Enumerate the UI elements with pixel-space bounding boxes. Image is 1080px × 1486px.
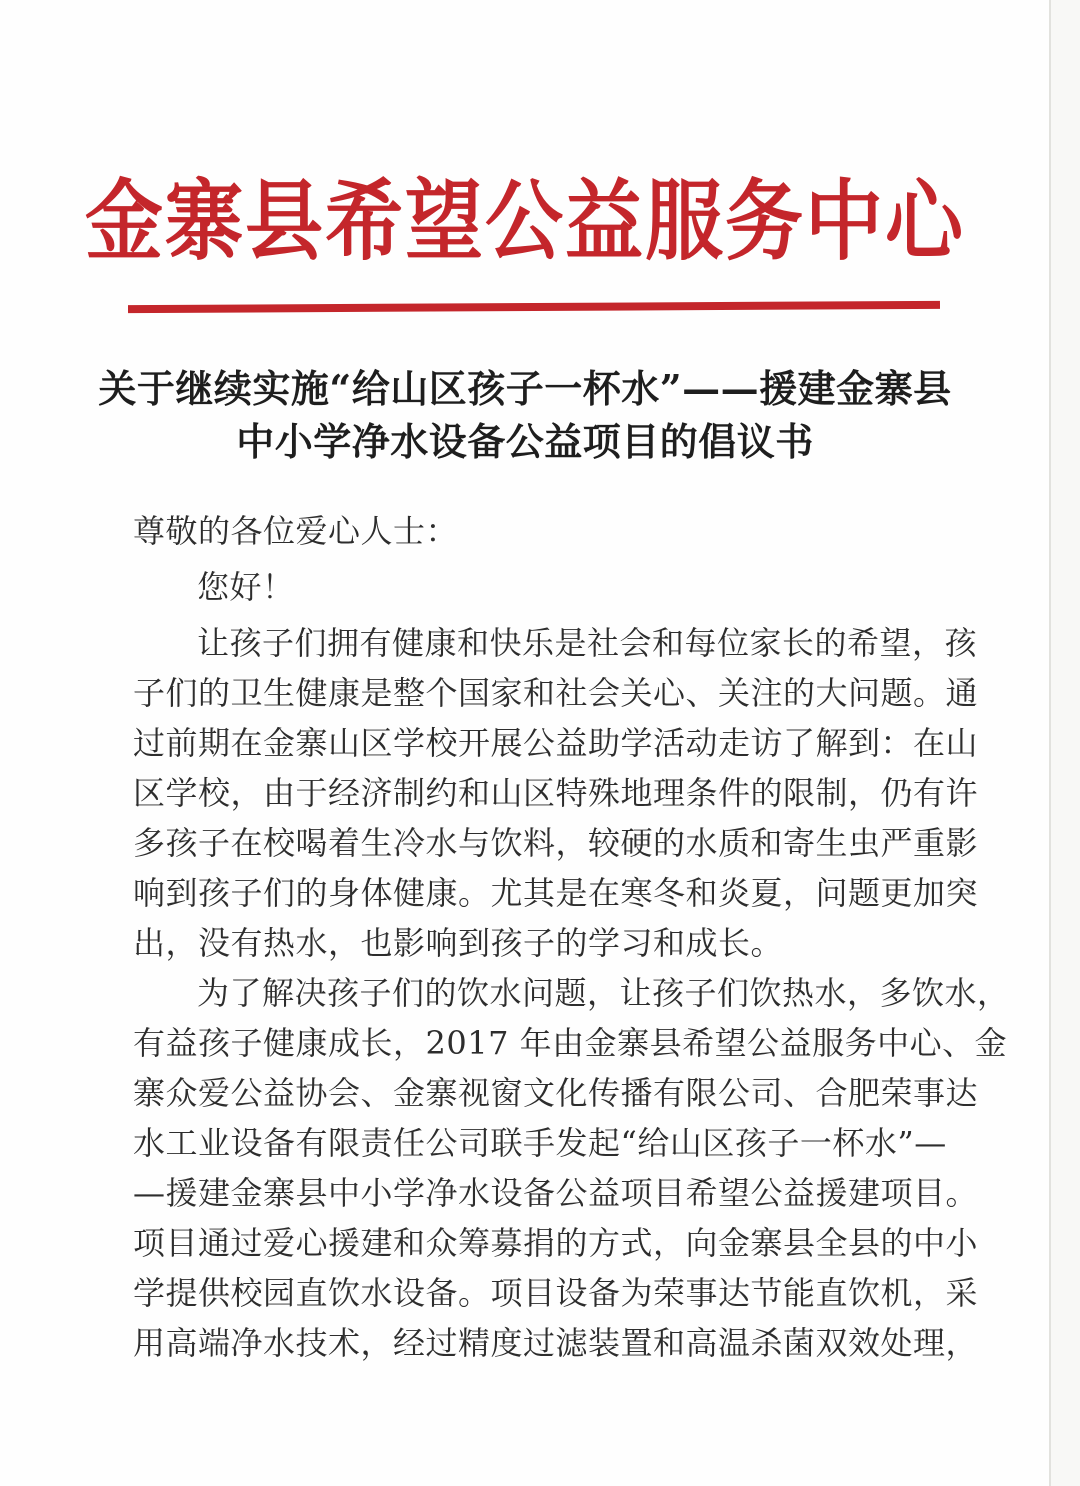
letter-body — [133, 506, 1010, 1368]
body-line: 多孩子在校喝着生冷水与饮料，较硬的水质和寄生虫严重影 — [133, 824, 979, 862]
body-line: —援建金寨县中小学净水设备公益项目希望公益援建项目。 — [133, 1174, 979, 1212]
greeting: 您好！ — [197, 568, 295, 606]
body-line: 项目通过爱心援建和众筹募捐的方式，向金寨县全县的中小 — [133, 1224, 979, 1262]
body-line: 出，没有热水，也影响到孩子的学习和成长。 — [133, 924, 784, 962]
body-line: 学提供校园直饮水设备。项目设备为荣事达节能直饮机，采 — [133, 1274, 979, 1312]
body-line: 水工业设备有限责任公司联手发起“给山区孩子一杯水”— — [133, 1124, 947, 1162]
document-title-line1: 关于继续实施“给山区孩子一杯水”——援建金寨县 — [98, 366, 952, 411]
body-line: 子们的卫生健康是整个国家和社会关心、关注的大问题。通 — [133, 674, 979, 712]
body-line: 区学校，由于经济制约和山区特殊地理条件的限制，仍有许 — [133, 774, 979, 812]
body-line: 让孩子们拥有健康和快乐是社会和每位家长的希望，孩 — [197, 624, 978, 662]
letterhead-title: 金寨县希望公益服务中心 — [84, 171, 965, 273]
body-line: 用高端净水技术，经过精度过滤装置和高温杀菌双效处理， — [133, 1324, 979, 1362]
paper-edge-shade — [1051, 0, 1080, 1486]
document-title-line2: 中小学净水设备公益项目的倡议书 — [236, 419, 814, 464]
body-line: 寨众爱公益协会、金寨视窗文化传播有限公司、合肥荣事达 — [133, 1074, 979, 1112]
body-line: 有益孩子健康成长，2017 年由金寨县希望公益服务中心、金 — [133, 1024, 1008, 1062]
salutation: 尊敬的各位爱心人士： — [133, 512, 459, 550]
body-line: 过前期在金寨山区学校开展公益助学活动走访了解到：在山 — [133, 724, 979, 762]
red-divider-line — [128, 301, 940, 313]
document-title — [70, 362, 980, 468]
body-line: 为了解决孩子们的饮水问题，让孩子们饮热水，多饮水， — [197, 974, 1010, 1012]
body-line: 响到孩子们的身体健康。尤其是在寒冬和炎夏，问题更加突 — [133, 874, 979, 912]
